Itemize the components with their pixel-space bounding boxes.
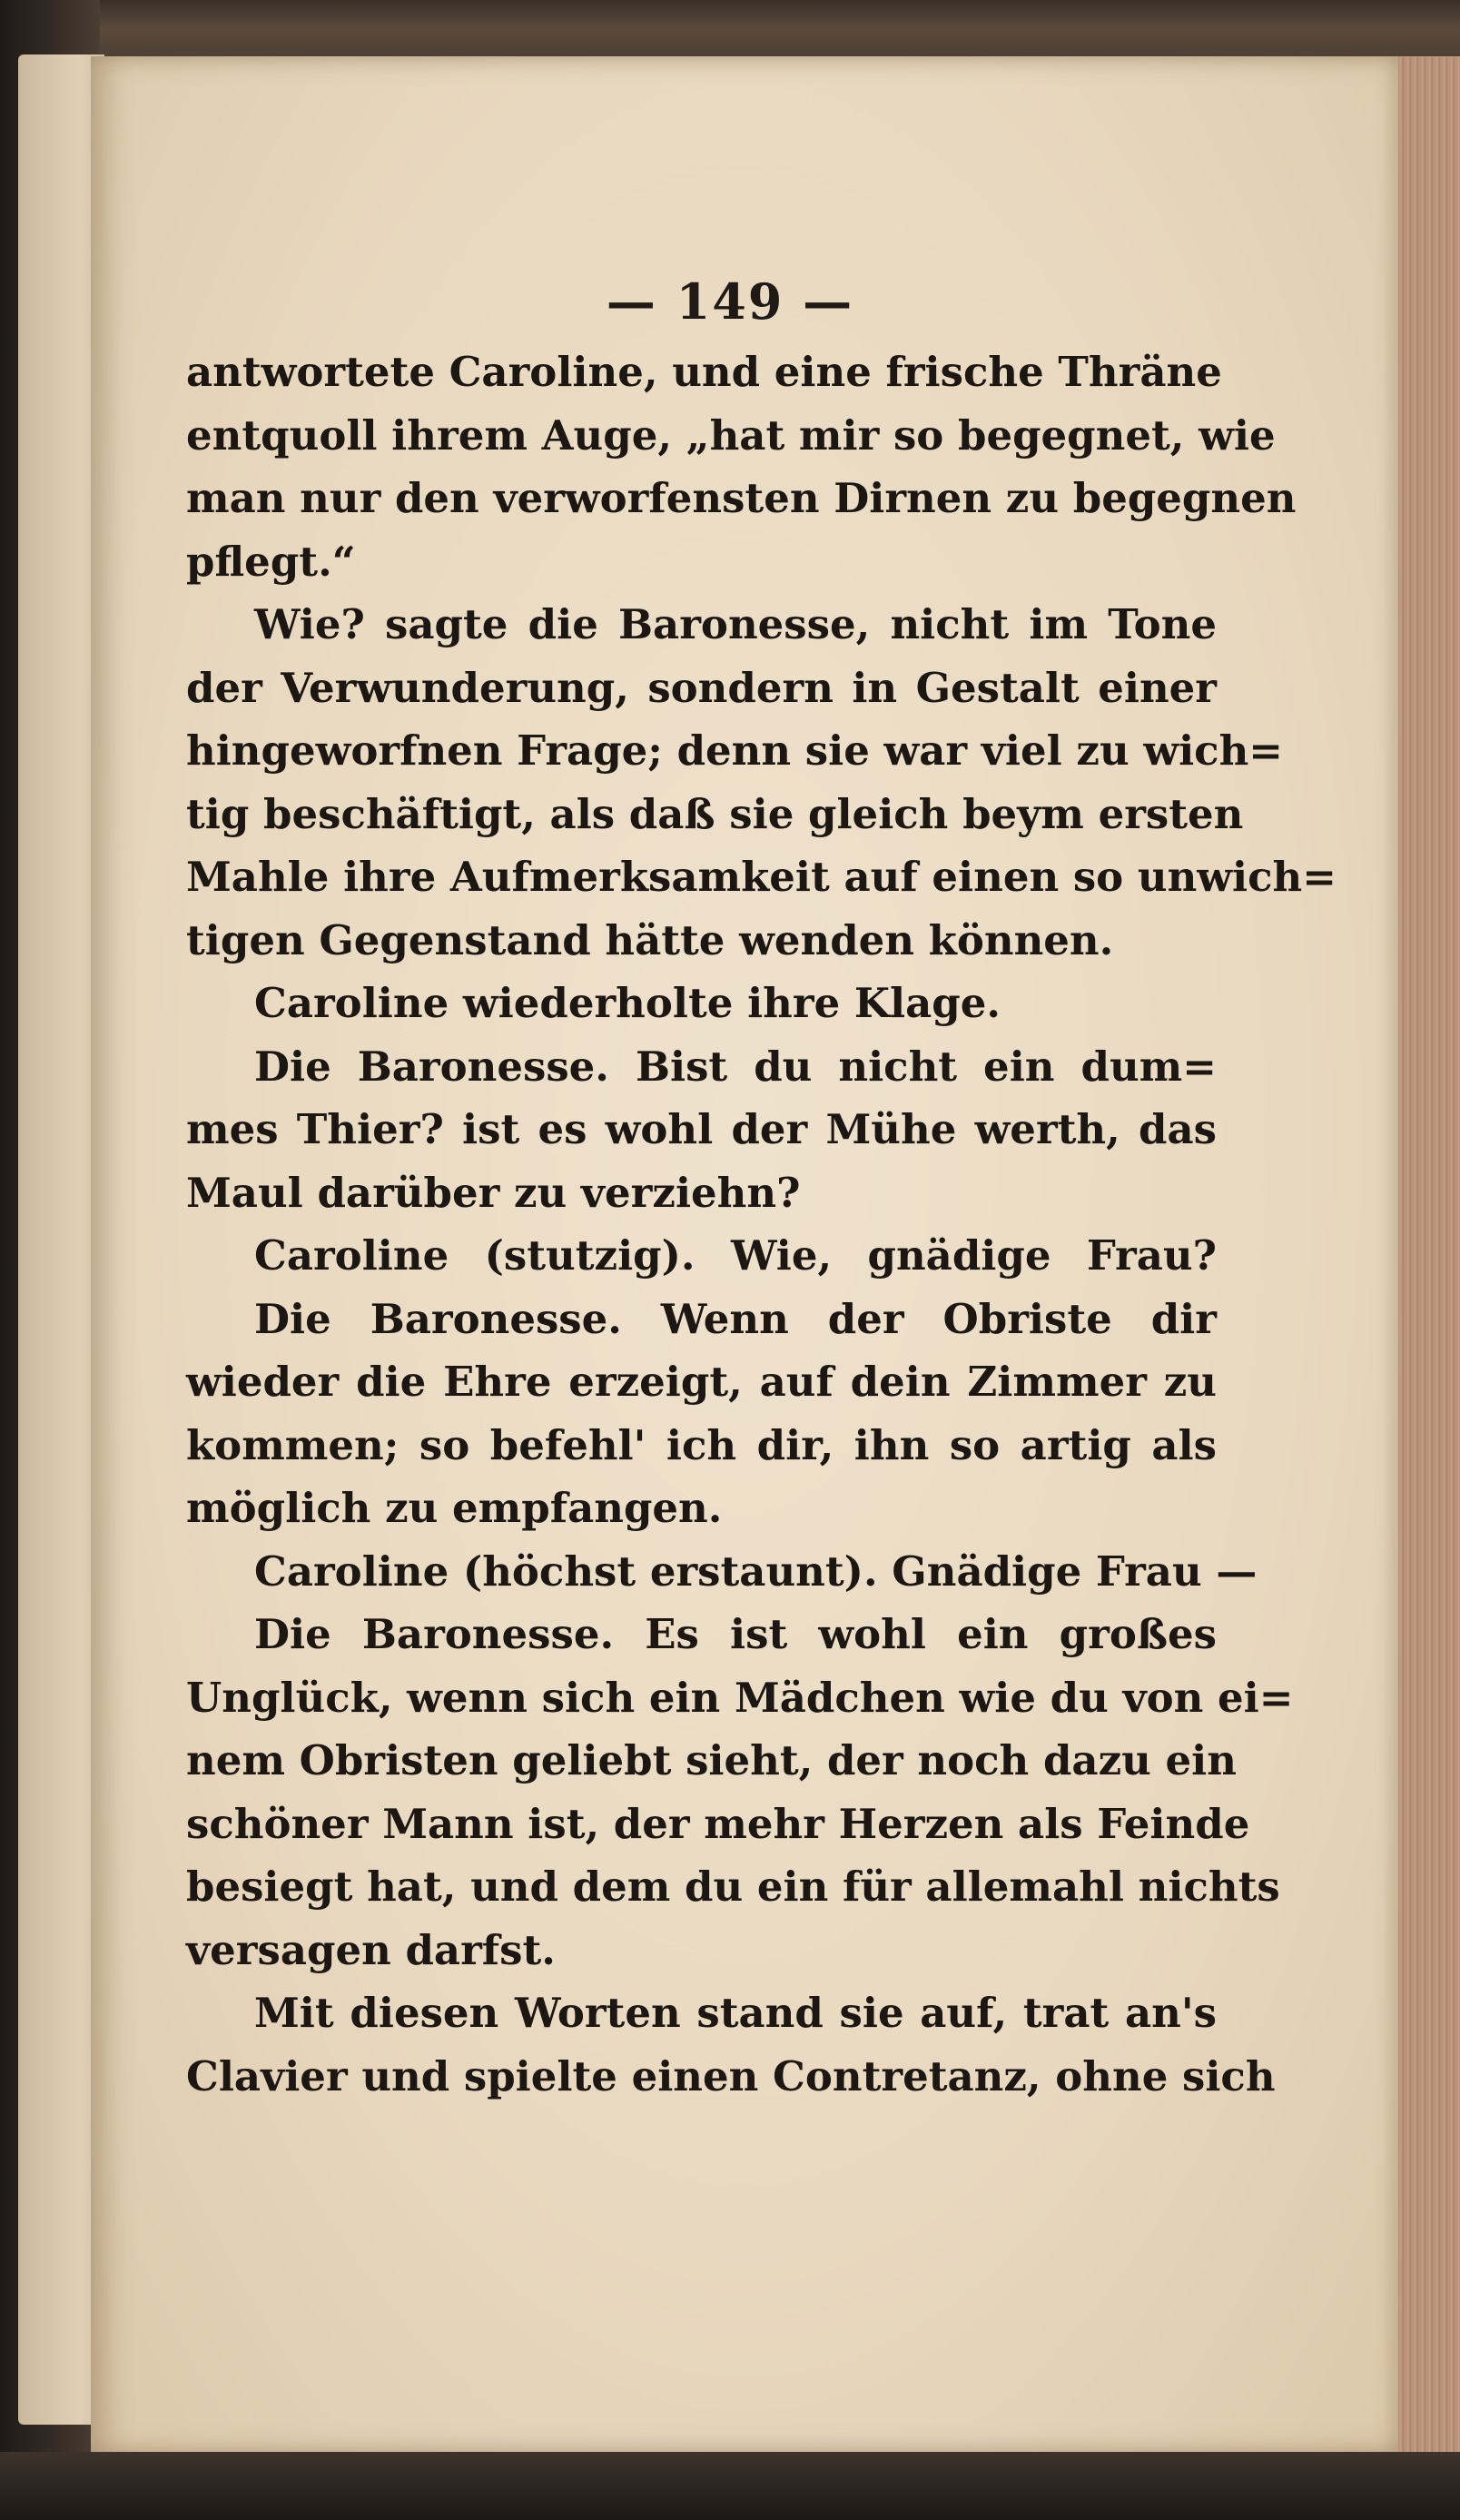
text-line: wieder die Ehre erzeigt, auf dein Zimmer zu xyxy=(186,1358,1217,1406)
text-line: Clavier und spielte einen Contretanz, ohne sich xyxy=(186,2051,1276,2100)
text-line: Mahle ihre Aufmerksamkeit auf einen so unwich= xyxy=(186,853,1337,901)
page-stack-edges xyxy=(1398,56,1460,2454)
text-line: Caroline (höchst erstaunt). Gnädige Frau — xyxy=(254,1547,1258,1596)
text-line: tig beschäftigt, als daß sie gleich beym ersten xyxy=(186,789,1244,838)
scan-background-top xyxy=(0,0,1460,64)
text-line: Caroline (stutzig). Wie, gnädige Frau? xyxy=(254,1231,1217,1280)
text-line: entquoll ihrem Auge, „hat mir so begegnet, wie xyxy=(186,410,1276,460)
text-line: Mit diesen Worten stand sie auf, trat an's xyxy=(254,1989,1217,2037)
text-line: der Verwunderung, sondern in Gestalt einer xyxy=(186,663,1217,712)
text-line: Wie? sagte die Baronesse, nicht im Tone xyxy=(254,600,1217,648)
text-line: Caroline wiederholte ihre Klage. xyxy=(254,979,1001,1027)
text-line: Die Baronesse. Wenn der Obriste dir xyxy=(254,1294,1217,1343)
text-line: Die Baronesse. Es ist wohl ein großes xyxy=(254,1610,1217,1658)
text-line: tigen Gegenstand hätte wenden können. xyxy=(186,915,1114,964)
text-line: besiegt hat, und dem du ein für allemahl nichts xyxy=(186,1863,1280,1911)
text-line: Die Baronesse. Bist du nicht ein dum= xyxy=(254,1042,1217,1091)
text-line: möglich zu empfangen. xyxy=(186,1484,723,1532)
text-line: Unglück, wenn sich ein Mädchen wie du von ei= xyxy=(186,1673,1294,1722)
text-line: Maul darüber zu verziehn? xyxy=(186,1168,801,1217)
text-line: mes Thier? ist es wohl der Mühe werth, das xyxy=(186,1105,1217,1153)
text-line: hingeworfnen Frage; denn sie war viel zu wich= xyxy=(186,726,1283,775)
text-line: antwortete Caroline, und eine frische Thräne xyxy=(186,348,1222,396)
text-line: man nur den verworfensten Dirnen zu begegnen xyxy=(186,474,1297,522)
text-line: schöner Mann ist, der mehr Herzen als Feinde xyxy=(186,1799,1250,1848)
scan-background-bottom xyxy=(0,2452,1460,2520)
text-line: versagen darfst. xyxy=(186,1925,556,1974)
text-line: kommen; so befehl' ich dir, ihn so artig als xyxy=(186,1420,1217,1469)
text-line: nem Obristen geliebt sieht, der noch dazu ein xyxy=(186,1736,1237,1784)
page-number-header: — 149 — xyxy=(606,272,854,331)
text-line: pflegt.“ xyxy=(186,537,356,586)
page-body-text xyxy=(186,341,1337,2108)
